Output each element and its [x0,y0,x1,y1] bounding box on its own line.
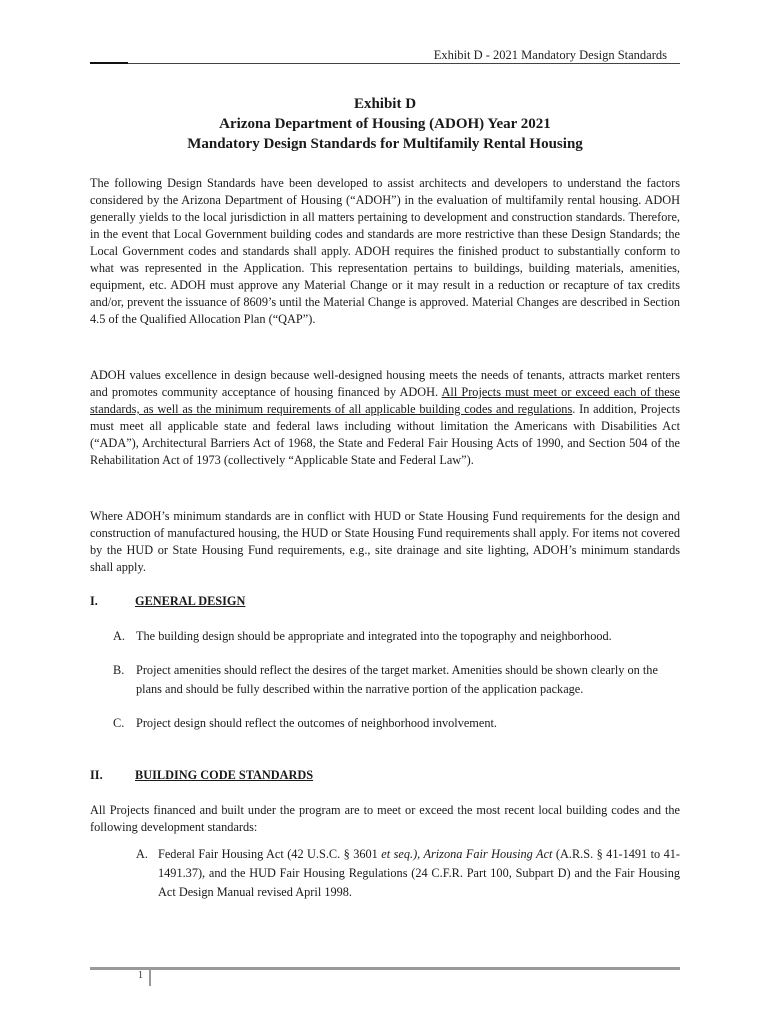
list-item-text: Project design should reflect the outcomes of neighborhood involvement. [136,716,497,730]
list-item-label: A. [113,629,125,643]
page-number: 1 [138,970,143,981]
section-1-number: I. [90,594,98,608]
p2-text-a: ADOH values excellence in design because well-designed housing meets the needs of tenants, attracts market renters and promotes community acceptance of housing financed by ADOH. [90,368,680,399]
document-title [90,94,680,154]
item-a-italic-text: et seq.), Arizona Fair Housing Act [381,847,553,861]
footer-rule [90,967,680,970]
title-line-1: Exhibit D [353,96,417,112]
running-header: Exhibit D - 2021 Mandatory Design Standards [433,48,667,62]
title-line-2: Arizona Department of Housing (ADOH) Year 2021 [219,116,551,132]
intro-paragraph-1: The following Design Standards have been developed to assist architects and developers to understand the factors considered by the Arizona Department of Housing (“ADOH”) in the evaluation of multifamily rental housing. ADOH generally yields to the local jurisdiction in all matters pertaining to development and construction standards. Therefore, in the event that Local Government building codes and standards are more restrictive than these Design Standards; the Local Government codes and standards shall apply. ADOH requires the finished product to substantially conform to what was represented in the Application. This representation pertains to buildings, building materials, amenities, equipment, etc. ADOH must approve any Material Change or it may result in a reduction or recapture of tax credits and/or, prevent the issuance of 8609’s until the Material Change is approved. Material Changes are described in Section 4.5 of the Qualified Allocation Plan (“QAP”). [90,176,680,326]
item-a-text-3: (A.R.S. § 41-1491 to 41-1491.37), and the HUD Fair Housing Regulations (24 C.F.R. Part 100, Subpart D) and the Fair Housing Act Design Manual revised April 1998. [158,847,681,899]
p2-underlined-requirement: All Projects must meet or exceed each of these standards, as well as the minimum requirements of all applicable building codes and regulations [90,385,680,416]
list-item-label: C. [113,716,125,730]
intro-paragraph-3: Where ADOH’s minimum standards are in conflict with HUD or State Housing Fund requirements for the design and construction of manufactured housing, the HUD or State Housing Fund requirements shall apply. For items not covered by the HUD or State Housing Fund requirements, e.g., site drainage and site lighting, ADOH’s minimum standards shall apply. [90,509,680,574]
section-2-title: BUILDING CODE STANDARDS [135,768,314,782]
list-item-text: The building design should be appropriate and integrated into the topography and neighborhood. [136,629,612,643]
list-item-label: B. [113,663,125,677]
item-a-text-1: Federal Fair Housing Act (42 U.S.C. § 3601 [158,847,382,861]
list-item-text [158,845,680,902]
list-item-label: A. [136,847,148,861]
title-line-3: Mandatory Design Standards for Multifamily Rental Housing [187,136,583,152]
footer-rule-tick [149,968,151,986]
intro-paragraph-2 [90,367,680,469]
section-1-title: GENERAL DESIGN [135,594,246,608]
header-rule-accent [90,62,128,64]
header-rule [90,63,680,64]
p2-text-c: . In addition, Projects must meet all applicable state and federal laws including without limitation the Americans with Disabilities Act (“ADA”), Architectural Barriers Act of 1968, the State and Federal Fair Housing Acts of 1990, and Section 504 of the Rehabilitation Act of 1973 (collectively “Applicable State and Federal Law”). [90,402,680,467]
section-2-intro: All Projects financed and built under the program are to meet or exceed the most recent local building codes and the following development standards: [90,803,680,834]
section-2-number: II. [90,768,103,782]
list-item-text: Project amenities should reflect the desires of the target market. Amenities should be shown clearly on the plans and should be fully described within the narrative portion of the application package. [136,663,658,696]
